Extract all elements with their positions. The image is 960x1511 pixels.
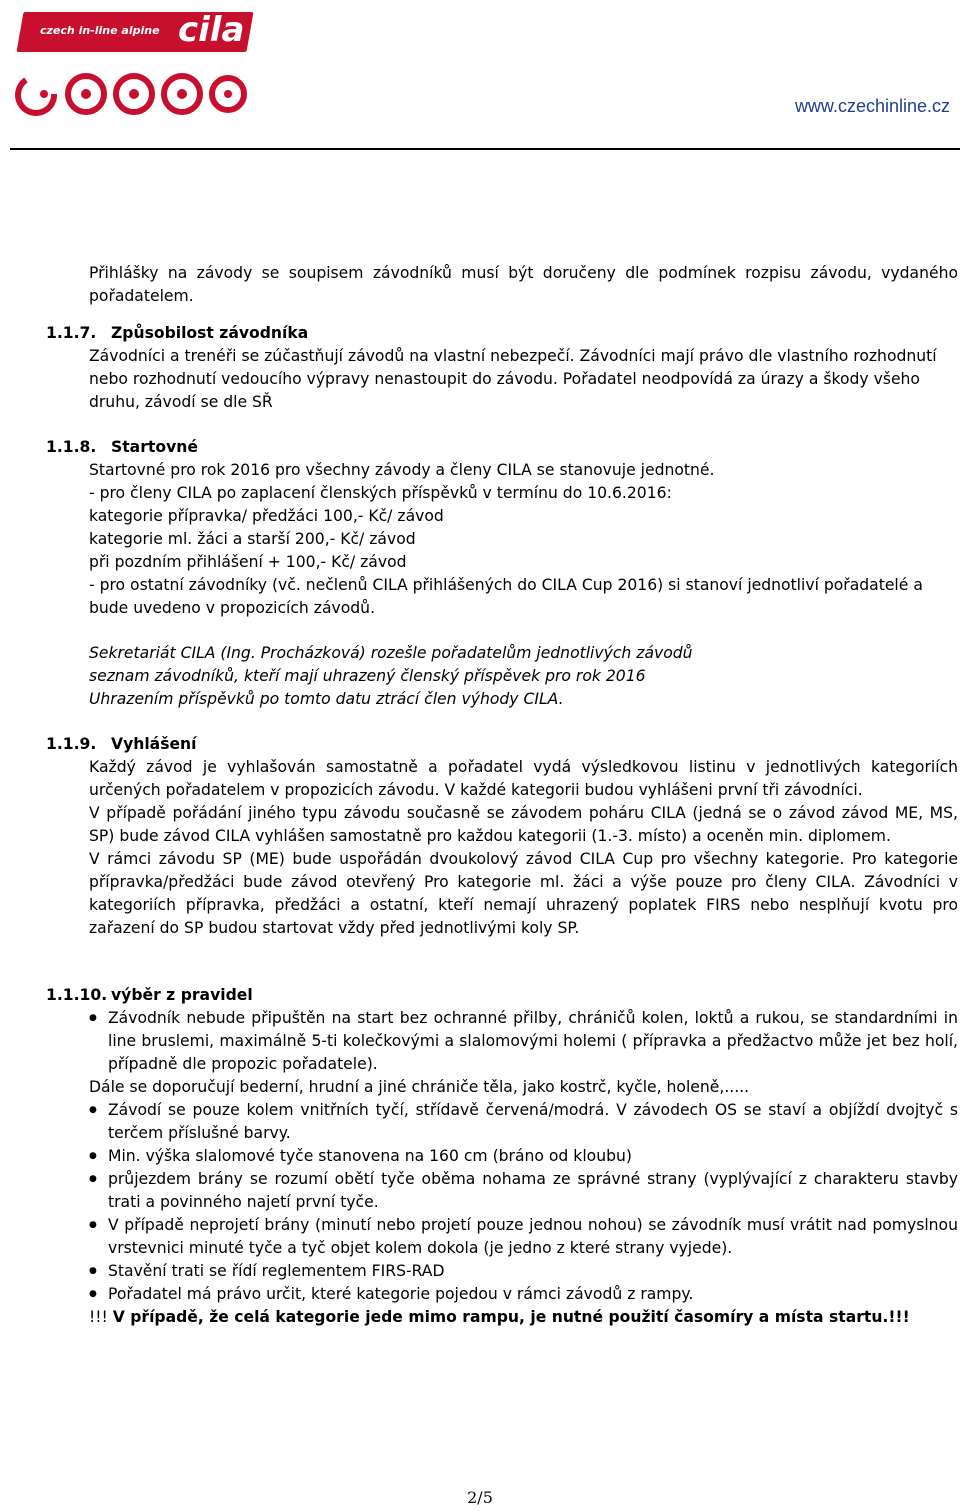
section-title: výběr z pravidel [111, 986, 253, 1004]
cila-logo [10, 4, 250, 124]
vyhlaseni-text [46, 756, 958, 940]
vyhlaseni-paragraph: Každý závod je vyhlašován samostatně a pořadatel vydá výsledkovou listinu v jednotlivých kategoriích určených pořadatelem v propozicích závodu. V každé kategorii budou vyhlášeni první tři závodníci. [89, 758, 958, 799]
section-title: Startovné [111, 438, 198, 456]
rule-item: ● Závodník nebude připuštěn na start bez ochranné přilby, chráničů kolen, loktů a rukou, se standardními in line bruslemi, maximálně 5-ti kolečkovými a slalomovými holemi ( přípravka a předžactvo může jet bez holí, případně dle propozic pořadatele). [89, 1007, 958, 1076]
rule-item: ● V případě neprojetí brány (minutí nebo projetí pouze jednou nohou) se závodník musí vrátit nad pomyslnou vrstevnici minuté tyče a tyč objet kolem dokola (je jedno z které strany vyjede). [89, 1214, 958, 1260]
rule-item: ● Závodí se pouze kolem vnitřních tyčí, střídavě červená/modrá. V závodech OS se staví a objíždí dvojtyč s terčem příslušné barvy. [89, 1099, 958, 1145]
secretariat-note: seznam závodníků, kteří mají uhrazený členský příspěvek pro rok 2016 [89, 667, 646, 685]
rule-item: ● Pořadatel má právo určit, které kategorie pojedou v rámci závodů z rampy. [89, 1283, 958, 1306]
vyhlaseni-paragraph: V případě pořádání jiného typu závodu současně se závodem poháru CILA (jedná se o závod závod ME, MS, SP) bude závod CILA vyhlášen samostatně pro každou kategorii (1.-3. místo) a oceněn min. diplomem. [89, 804, 958, 845]
final-warning [89, 1306, 958, 1329]
section-1-1-10-heading [46, 984, 958, 1007]
section-number: 1.1.8. [46, 438, 97, 456]
section-number: 1.1.9. [46, 735, 97, 753]
rules-note: Dále se doporučují bederní, hrudní a jiné chrániče těla, jako kostrč, kyčle, holeně,..... [89, 1078, 750, 1096]
secretariat-note: Uhrazením příspěvků po tomto datu ztrácí člen výhody CILA. [89, 690, 564, 708]
vyhlaseni-paragraph: V rámci závodu SP (ME) bude uspořádán dvoukolový závod CILA Cup pro všechny kategorie. Pro kategorie přípravka/předžáci bude závod otevřený Pro kategorie ml. žáci a výše pouze pro členy CILA. Závodníci v kategoriích přípravka, předžáci a ostatní, kteří nemají uhrazený poplatek FIRS nebo nesplňují kvotu pro zařazení do SP budou startovat vždy před jednotlivými koly SP. [89, 850, 958, 937]
rules-list-container [46, 1007, 958, 1329]
section-number: 1.1.10. [46, 986, 108, 1004]
startovne-lines [46, 459, 958, 711]
section-1-1-7-heading [46, 322, 958, 345]
rules-list [89, 1099, 958, 1306]
section-title: Způsobilost závodníka [111, 324, 309, 342]
logo-rings-icon [14, 60, 250, 124]
page-number: 2/5 [467, 1488, 493, 1507]
website-link[interactable]: www.czechinline.cz [794, 96, 950, 116]
logo-word: cila [178, 10, 245, 50]
secretariat-note: Sekretariát CILA (Ing. Procházková) rozešle pořadatelům jednotlivých závodů [89, 644, 693, 662]
section-title: Vyhlášení [111, 735, 197, 753]
logo-tagline: czech in-line alpine [40, 24, 160, 37]
startovne-line: - pro členy CILA po zaplacení členských příspěvků v termínu do 10.6.2016: [89, 484, 672, 502]
rule-item: ● Min. výška slalomové tyče stanovena na 160 cm (bráno od kloubu) [89, 1145, 958, 1168]
section-1-1-8-heading [46, 436, 958, 459]
startovne-line: kategorie přípravka/ předžáci 100,- Kč/ závod [89, 507, 444, 525]
section-1-1-7-text: Závodníci a trenéři se zúčastňují závodů na vlastní nebezpečí. Závodníci mají právo dle vlastního rozhodnutí nebo rozhodnutí vedoucího výpravy nenastoupit do závodu. Pořadatel neodpovídá za úrazy a škody všeho druhu, závodí se dle SŘ [89, 347, 937, 411]
rules-list [89, 1007, 958, 1076]
section-1-1-9-heading [46, 733, 958, 756]
startovne-line: při pozdním přihlášení + 100,- Kč/ závod [89, 553, 407, 571]
final-warning-prefix: !!! [89, 1308, 113, 1326]
final-warning-text: V případě, že celá kategorie jede mimo rampu, je nutné použití časomíry a místa startu.!!! [112, 1308, 910, 1326]
header-divider [10, 148, 960, 150]
intro-paragraph: Přihlášky na závody se soupisem závodníků musí být doručeny dle podmínek rozpisu závodu, vydaného pořadatelem. [89, 264, 958, 305]
startovne-line: kategorie ml. žáci a starší 200,- Kč/ závod [89, 530, 416, 548]
startovne-line: - pro ostatní závodníky (vč. nečlenů CILA přihlášených do CILA Cup 2016) si stanoví jednotliví pořadatelé a bude uvedeno v propozicích závodů. [89, 576, 923, 617]
rule-item: ● průjezdem brány se rozumí obětí tyče oběma nohama ze správné strany (vyplývající z charakteru stavby trati a povinného najetí první tyče. [89, 1168, 958, 1214]
document-content [46, 262, 958, 1329]
rule-item: ● Stavění trati se řídí reglementem FIRS-RAD [89, 1260, 958, 1283]
startovne-line: Startovné pro rok 2016 pro všechny závody a členy CILA se stanovuje jednotné. [89, 461, 715, 479]
section-number: 1.1.7. [46, 324, 97, 342]
